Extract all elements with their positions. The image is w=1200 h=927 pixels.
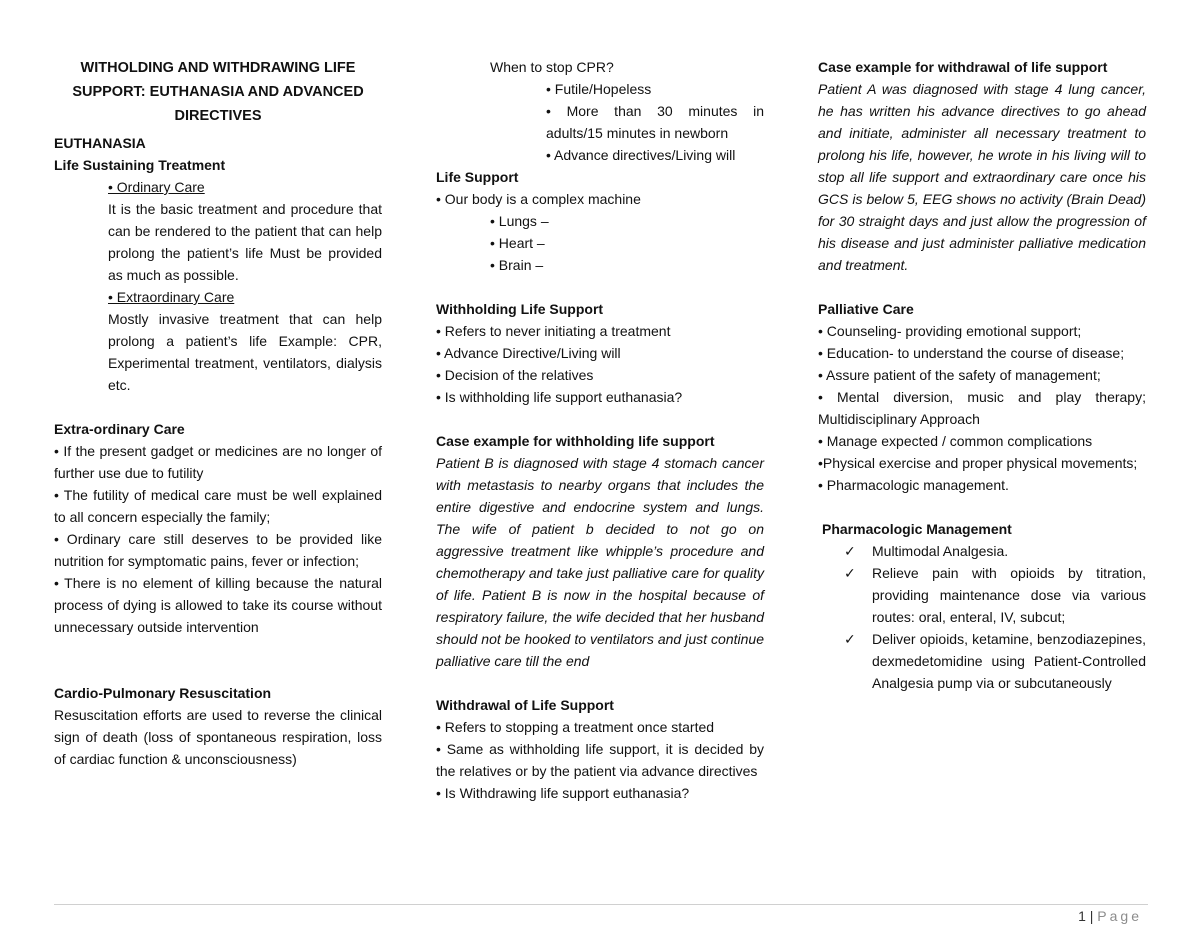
list-item-text: Multimodal Analgesia. xyxy=(872,543,1009,559)
list-item: • There is no element of killing because the natural process of dying is allowed to take its course without unnecessary outside intervention xyxy=(54,575,382,635)
list-item xyxy=(818,628,1146,694)
case-withdrawal-heading: Case example for withdrawal of life support xyxy=(818,59,1108,75)
list-item: • Refers to stopping a treatment once started xyxy=(436,719,715,735)
list-item: • Is withholding life support euthanasia? xyxy=(436,389,683,405)
list-item: • Counseling- providing emotional support; xyxy=(818,323,1082,339)
footer-separator: | xyxy=(1089,908,1094,924)
list-item: • Manage expected / common complications xyxy=(818,433,1093,449)
ordinary-care-text: It is the basic treatment and procedure that can be rendered to the patient that can help prolong the patient’s life Must be provided as much as possible. xyxy=(108,201,382,283)
cpr-text: Resuscitation efforts are used to reverse the clinical sign of death (loss of spontaneous respiration, loss of cardiac function & unconsciousness) xyxy=(54,707,382,767)
stop-cpr-question: When to stop CPR? xyxy=(490,59,614,75)
withdrawal-heading: Withdrawal of Life Support xyxy=(436,697,614,713)
list-item: • Is Withdrawing life support euthanasia? xyxy=(436,785,690,801)
list-item: • More than 30 minutes in adults/15 minutes in newborn xyxy=(546,103,764,141)
extraordinary-care-label: • Extraordinary Care xyxy=(108,289,235,305)
list-item: • Assure patient of the safety of management; xyxy=(818,367,1101,383)
check-icon: ✓ xyxy=(844,565,856,581)
column-right xyxy=(818,56,1146,694)
list-item: • The futility of medical care must be well explained to all concern especially the family; xyxy=(54,487,382,525)
extraordinary-care-text: Mostly invasive treatment that can help prolong a patient’s life Example: CPR, Experimental treatment, ventilators, dialysis etc. xyxy=(108,311,382,393)
page-number: 1 xyxy=(1078,908,1086,924)
cpr-heading: Cardio-Pulmonary Resuscitation xyxy=(54,685,272,701)
list-item: •Physical exercise and proper physical movements; xyxy=(818,455,1138,471)
case-withdrawal-text: Patient A was diagnosed with stage 4 lung cancer, he has written his advance directives to go ahead and initiate, administer all necessary treatment to prolong his life, however, he wrote in his living will to stop all life support and extraordinary care once his GCS is below 5, EEG shows no activity (Brain Dead) for 30 straight days and just allow the progression of his disease and just administer palliative medication and treatment. xyxy=(818,81,1146,273)
life-sustaining-heading: Life Sustaining Treatment xyxy=(54,157,226,173)
column-middle xyxy=(436,56,764,804)
list-item xyxy=(818,540,1146,562)
list-item: • Same as withholding life support, it is decided by the relatives or by the patient via advance directives xyxy=(436,741,764,779)
footer-divider xyxy=(54,904,1148,905)
check-icon: ✓ xyxy=(844,543,856,559)
check-icon: ✓ xyxy=(844,631,856,647)
page-footer xyxy=(1078,908,1142,924)
document-title: WITHOLDING AND WITHDRAWING LIFE SUPPORT: EUTHANASIA AND ADVANCED DIRECTIVES xyxy=(72,60,364,124)
list-item: • Refers to never initiating a treatment xyxy=(436,323,671,339)
column-left xyxy=(54,56,382,770)
withholding-heading: Withholding Life Support xyxy=(436,301,604,317)
case-withholding-text: Patient B is diagnosed with stage 4 stomach cancer with metastasis to nearby organs that includes the entire digestive and endocrine system and lungs. The wife of patient b decided to not go on aggressive treatment like whipple’s procedure and chemotherapy and take just palliative care for quality of life. Patient B is now in the hospital because of respiratory failure, the wife decided that her husband should not be hooked to ventilators and just continue palliative care till the end xyxy=(436,455,764,669)
list-item: • Pharmacologic management. xyxy=(818,477,1009,493)
list-item xyxy=(818,562,1146,628)
list-item-text: Deliver opioids, ketamine, benzodiazepines, dexmedetomidine using Patient-Controlled Analgesia pump via or subcutaneously xyxy=(872,631,1146,691)
list-item: • Ordinary care still deserves to be provided like nutrition for symptomatic pains, fever or infection; xyxy=(54,531,382,569)
list-item-text: Relieve pain with opioids by titration, providing maintenance dose via various routes: oral, enteral, IV, subcut; xyxy=(872,565,1146,625)
list-item: • Mental diversion, music and play therapy; Multidisciplinary Approach xyxy=(818,389,1146,427)
list-item: • Advance directives/Living will xyxy=(546,147,736,163)
palliative-heading: Palliative Care xyxy=(818,301,914,317)
list-item: • Brain – xyxy=(490,257,544,273)
page-label: Page xyxy=(1097,908,1142,924)
extra-ordinary-heading: Extra-ordinary Care xyxy=(54,421,185,437)
pharmacologic-heading: Pharmacologic Management xyxy=(822,521,1012,537)
ordinary-care-label: • Ordinary Care xyxy=(108,179,205,195)
list-item: • Heart – xyxy=(490,235,545,251)
list-item: • Lungs – xyxy=(490,213,549,229)
euthanasia-heading: EUTHANASIA xyxy=(54,135,146,151)
life-support-heading: Life Support xyxy=(436,169,519,185)
list-item: • Futile/Hopeless xyxy=(546,81,652,97)
list-item: • Decision of the relatives xyxy=(436,367,594,383)
list-item: • Our body is a complex machine xyxy=(436,191,641,207)
case-withholding-heading: Case example for withholding life support xyxy=(436,433,715,449)
list-item: • Education- to understand the course of disease; xyxy=(818,345,1125,361)
list-item: • If the present gadget or medicines are no longer of further use due to futility xyxy=(54,443,382,481)
list-item: • Advance Directive/Living will xyxy=(436,345,621,361)
